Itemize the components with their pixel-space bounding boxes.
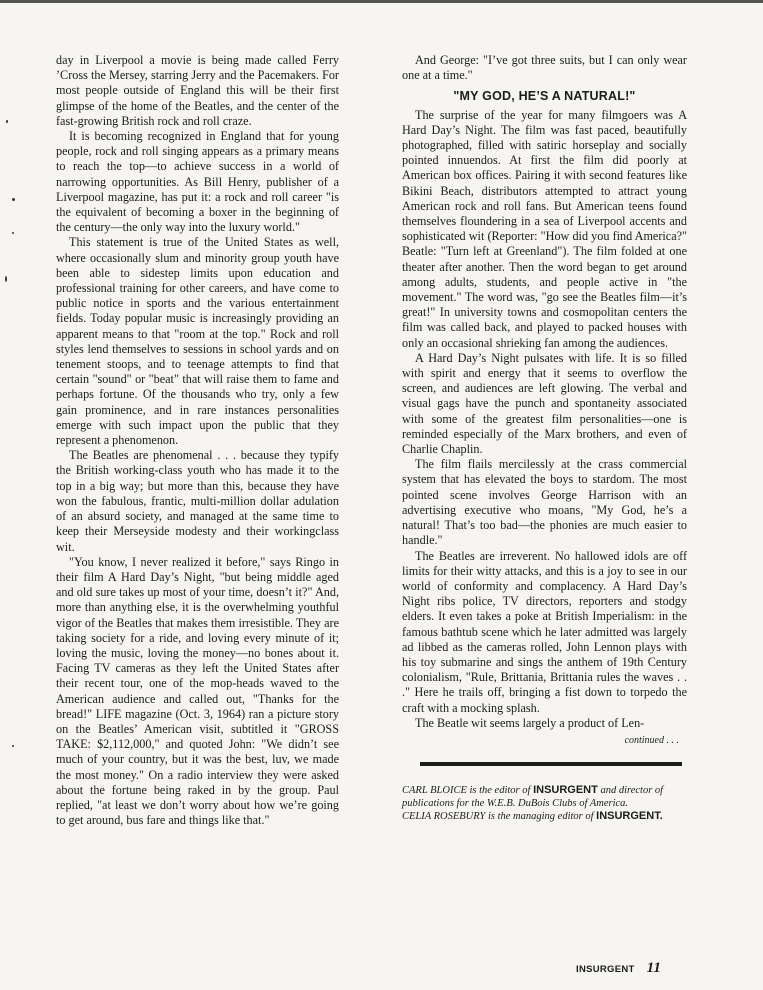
scan-speck <box>12 232 14 234</box>
paragraph: It is becoming recognized in England that for young people, rock and roll singing appears as a primary means to reach the top—to achieve success in a world of narrowing opportunities. As Bill Henry, publisher of a Liverpool magazine, has put it: a rock and roll career "is the equivalent of becoming a boxer in the beginning of the century—the only way into the luxury world." <box>56 129 339 235</box>
page-top-edge <box>0 0 763 3</box>
footer-magazine-name: INSURGENT <box>576 964 635 975</box>
article-column-right <box>402 53 687 823</box>
paragraph: day in Liverpool a movie is being made called Ferry ’Cross the Mersey, starring Jerry and the Pacemakers. For most people outside of England this will be their first glimpse of the home of the Beatles, and the center of the fast-growing British rock and roll craze. <box>56 53 339 128</box>
credit-text: and director of publications for the W.E.B. DuBois Clubs of America. <box>402 785 664 810</box>
paragraph: The film flails mercilessly at the crass commercial system that has elevated the boys to stardom. The most pointed scene involves George Harrison with an advertising executive who moans, "My God, he’s a natural! That’s too bad—the phonies are much easier to handle." <box>402 457 687 548</box>
scan-speck <box>5 276 7 282</box>
scan-speck <box>6 120 8 123</box>
paragraph: A Hard Day’s Night pulsates with life. It is so filled with spirit and energy that it seems to overflow the screen, and audiences are left glowing. The verbal and visual gags have the punch and spontaneity associated with some of the greatest film personalities—one is reminded especially of the Marx brothers, and even of Charlie Chaplin. <box>402 350 687 457</box>
paragraph: The Beatles are phenomenal . . . because they typify the British working-class youth who has made it to the top in a big way; but more than this, because they have won the fabulous, frantic, multi-million dollar adulation of an absurd society, and managed at the same time to keep their Merseyside modesty and their workingclass wit. <box>56 448 339 554</box>
page-footer <box>576 960 661 977</box>
paragraph: The Beatle wit seems largely a product of Len- <box>415 715 645 730</box>
paragraph: The Beatles are irreverent. No hallowed idols are off limits for their witty attacks, and this is a joy to see in our world of conformity and complacency. A Hard Day’s Night ribs police, TV directors, reporters and stodgy elders. It even takes a poke at British Imperialism: in the famous bathtub scene which he later admitted was largely ad libbed as the cameras rolled, John Lennon plays with his toy submarine and sings the anthem of 19th Century colonialism, "Rule, Brittania, Brittania rules the waves . . ." Here he trails off, bringing a fist down to torpedo the craft with a mocking splash. <box>402 548 687 715</box>
paragraph: This statement is true of the United States as well, where occasionally slum and minority group youth have been able to sidestep limits upon education and professional training for other careers, and have come to public notice in sports and the various entertainment fields. Today popular music is increasingly providing an apparent means to that "room at the top." Rock and roll styles lend themselves to sessions in school yards and on tenement stoops, and to teenage attempts to find that certain "sound" or "beat" that will raise them to fame and perhaps fortune. Of the thousands who try, only a few gain prominence, and in rare instances personalities emerge with such impact upon the public that they represent a phenomenon. <box>56 235 339 448</box>
credit-text: CARL BLOICE is the editor of <box>402 785 531 797</box>
credit-magazine: INSURGENT. <box>596 810 663 823</box>
continued-note: continued . . . <box>624 734 679 746</box>
divider-rule <box>420 762 682 766</box>
author-credit-bloice <box>402 784 687 810</box>
author-credit-rosebury <box>402 810 687 823</box>
credit-magazine: INSURGENT <box>533 784 598 797</box>
credit-text: CELIA ROSEBURY is the managing editor of <box>402 811 594 823</box>
scan-speck <box>12 745 14 747</box>
paragraph: And George: "I’ve got three suits, but I can only wear one at a time." <box>402 53 687 83</box>
section-subheading: "MY GOD, HE’S A NATURAL!" <box>453 89 636 104</box>
scan-speck <box>12 198 15 201</box>
page-number: 11 <box>646 960 661 976</box>
article-column-left <box>56 53 339 828</box>
paragraph: The surprise of the year for many filmgoers was A Hard Day’s Night. The film was fast paced, beautifully photographed, filled with satiric horseplay and socially pointed innuendos. At first the film did poorly at American box offices. Pairing it with second features like Bikini Beach, distributors attempted to attract young American rock and roll fans. But American teens found themselves floundering in a sea of Liverpool accents and sophisticated wit (Reporter: "How did you find America?" Beatle: "Turn left at Greenland"). The film folded at one theater after another. Then the word began to get around among adults, students, and people active in "the movement." The word was, "go see the Beatles film—it’s great!" In university towns and cosmopolitan centers the film was called back, and played to packed houses with only an occasional shrieking fan among the audiences. <box>402 107 687 350</box>
paragraph: "You know, I never realized it before," says Ringo in their film A Hard Day’s Night, "but being middle aged and old sure takes up most of your time, doesn’t it?" And, more than anything else, it is the overwhelming youthful vigor of the Beatles that makes them irresistible. They are taking society for a ride, and loving every minute of it; loving the music, loving the money—no bones about it. Facing TV cameras as they left the United States after their recent tour, one of the mop-heads waved to the American audience and called out, "Thanks for the bread!" LIFE magazine (Oct. 3, 1964) ran a picture story on the Beatles’ American visit, subtitled it "GROSS TAKE: $2,112,000," and quoted John: "We didn’t see much of your country, but it was the best, luv, we made the most money." On a radio interview they were asked about the fortune being raked in by the group. Paul replied, "at least we don’t worry about how we’re going to get around, bus fare and things like that." <box>56 554 339 828</box>
